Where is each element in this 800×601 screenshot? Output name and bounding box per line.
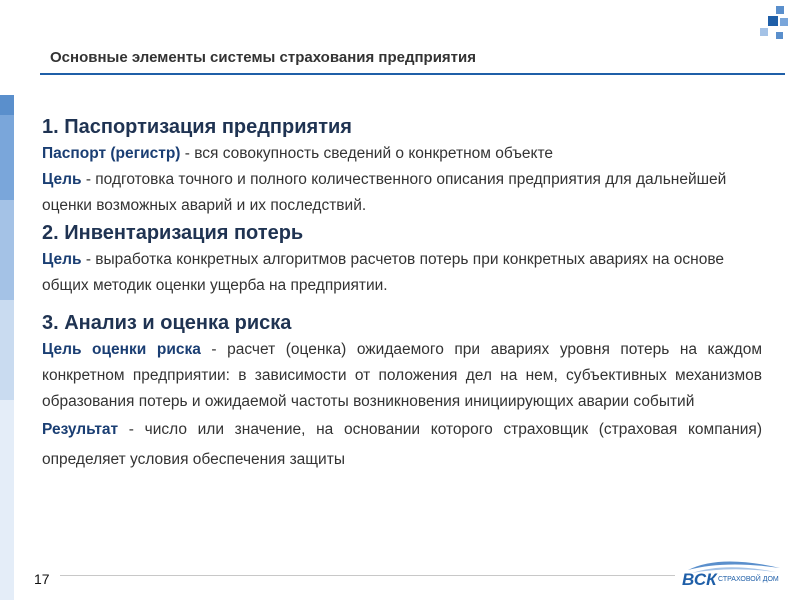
section-title: 3. Анализ и оценка риска [42,312,292,334]
paragraph [42,167,762,219]
page-number: 17 [34,571,50,587]
title-divider [40,73,785,75]
section-2 [42,219,762,299]
paragraph-keyword: Цель [42,171,82,188]
logo-text: ВСК [682,570,717,589]
corner-decoration-icon [760,6,790,46]
company-logo [680,556,790,596]
paragraph [42,141,762,167]
paragraph-text: - выработка конкретных алгоритмов расчетов потерь при конкретных авариях на основе общих методик оценки ущерба на предприятии. [42,251,725,294]
paragraph-text: - расчет (оценка) ожидаемого при авариях уровня потерь на каждом конкретном предприятии: в зависимости от положения дел на нем, субъективных механизмов образования потерь и ожидаемой частоты возникновения инициирующих аварии событий [42,341,762,410]
section-3 [42,309,762,475]
logo-subtext: СТРАХОВОЙ ДОМ [718,576,779,583]
section-1 [42,113,762,219]
paragraph-keyword: Цель [42,251,82,268]
section-title: 1. Паспортизация предприятия [42,116,352,138]
paragraph [42,247,762,299]
paragraph-text: - число или значение, на основании которого страховщик (страховая компания) определяет условия обеспечения защиты [42,421,762,468]
left-decorative-bar [0,0,14,600]
paragraph-text: - подготовка точного и полного количественного описания предприятия для дальнейшей оценки возможных аварий и их последствий. [42,171,727,214]
footer-divider [60,575,675,576]
paragraph-keyword: Паспорт (регистр) [42,145,181,162]
paragraph [42,415,762,475]
paragraph [42,337,762,415]
paragraph-text: - вся совокупность сведений о конкретном объекте [180,145,554,162]
slide-content [42,113,762,475]
slide-title: Основные элементы системы страхования предприятия [50,49,477,66]
paragraph-keyword: Цель оценки риска [42,341,201,358]
paragraph-keyword: Результат [42,421,119,438]
section-title: 2. Инвентаризация потерь [42,222,304,244]
